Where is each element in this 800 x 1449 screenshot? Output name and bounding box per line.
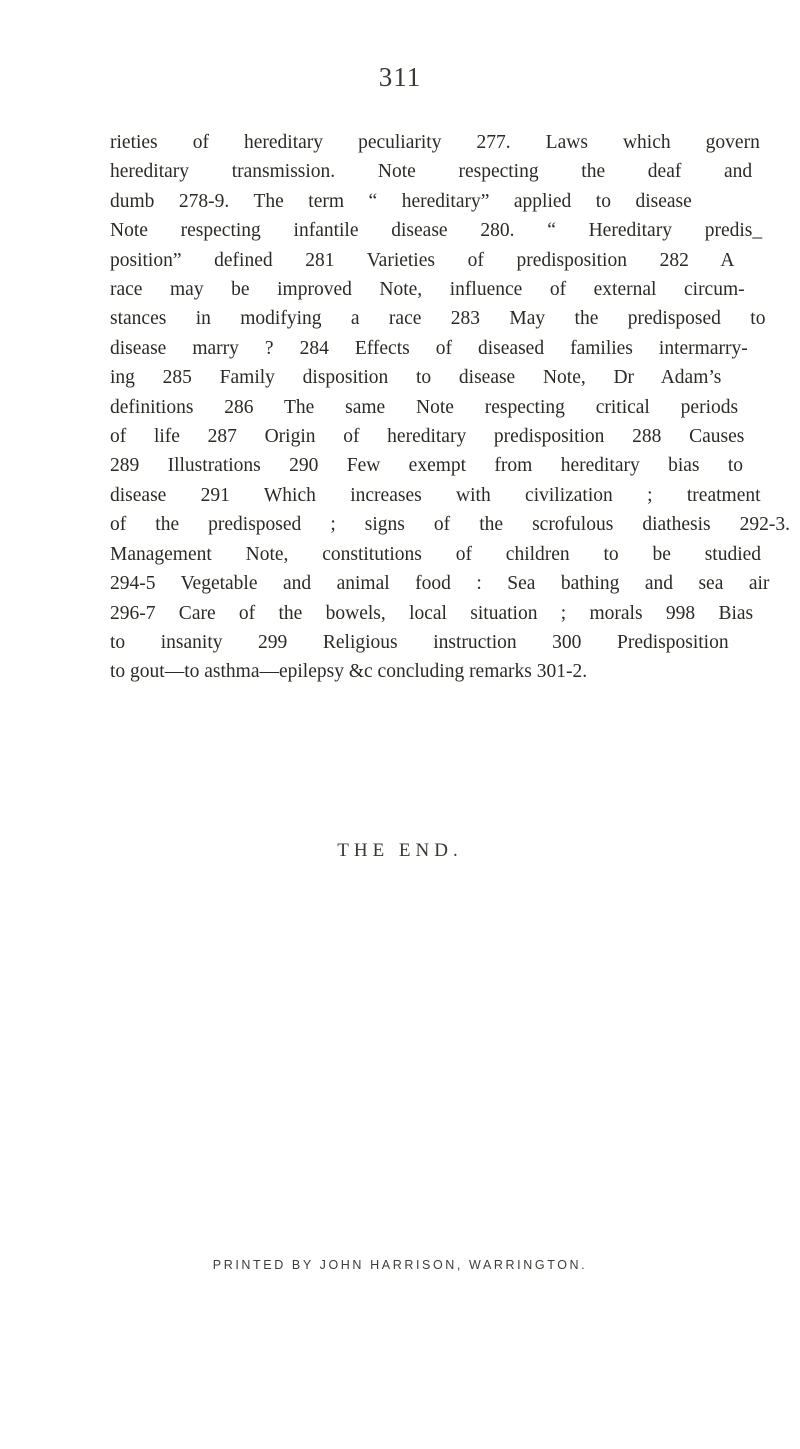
index-line: dumb 278-9. The term “ hereditary” applied to disease xyxy=(110,190,692,212)
printer-imprint: PRINTED BY JOHN HARRISON, WARRINGTON. xyxy=(212,1258,588,1272)
index-line: 289 Illustrations 290 Few exempt from hereditary bias to xyxy=(110,455,744,477)
index-line: disease 291 Which increases with civilization ; treatment xyxy=(110,484,761,506)
page-number: 311 xyxy=(378,62,422,92)
the-end-heading: THE END. xyxy=(337,840,463,861)
index-line: disease marry ? 284 Effects of diseased families intermarry- xyxy=(110,337,748,359)
index-line: to insanity 299 Religious instruction 300 Predisposition xyxy=(110,631,729,653)
index-line: Note respecting infantile disease 280. “ Hereditary predis_ xyxy=(110,220,763,242)
index-line: stances in modifying a race 283 May the predisposed to xyxy=(110,308,766,330)
index-line: to gout—to asthma—epilepsy &c concluding remarks 301-2. xyxy=(110,661,588,683)
index-text-block xyxy=(110,128,790,687)
index-line: definitions 286 The same Note respecting critical periods xyxy=(110,396,739,418)
index-line: position” defined 281 Varieties of predisposition 282 A xyxy=(110,249,735,271)
index-line: race may be improved Note, influence of external circum- xyxy=(110,279,745,301)
index-line: of life 287 Origin of hereditary predisposition 288 Causes xyxy=(110,426,745,448)
index-line: Management Note, constitutions of children to be studied xyxy=(110,543,762,565)
index-line: 294-5 Vegetable and animal food : Sea bathing and sea air xyxy=(110,573,770,595)
index-line: 296-7 Care of the bowels, local situation ; morals 998 Bias xyxy=(110,602,754,624)
index-line: hereditary transmission. Note respecting the deaf and xyxy=(110,161,753,183)
index-line: rieties of hereditary peculiarity 277. Laws which govern xyxy=(110,132,760,153)
index-line: ing 285 Family disposition to disease Note, Dr Adam’s xyxy=(110,367,722,389)
index-line: of the predisposed ; signs of the scrofulous diathesis 292-3. xyxy=(110,514,790,536)
